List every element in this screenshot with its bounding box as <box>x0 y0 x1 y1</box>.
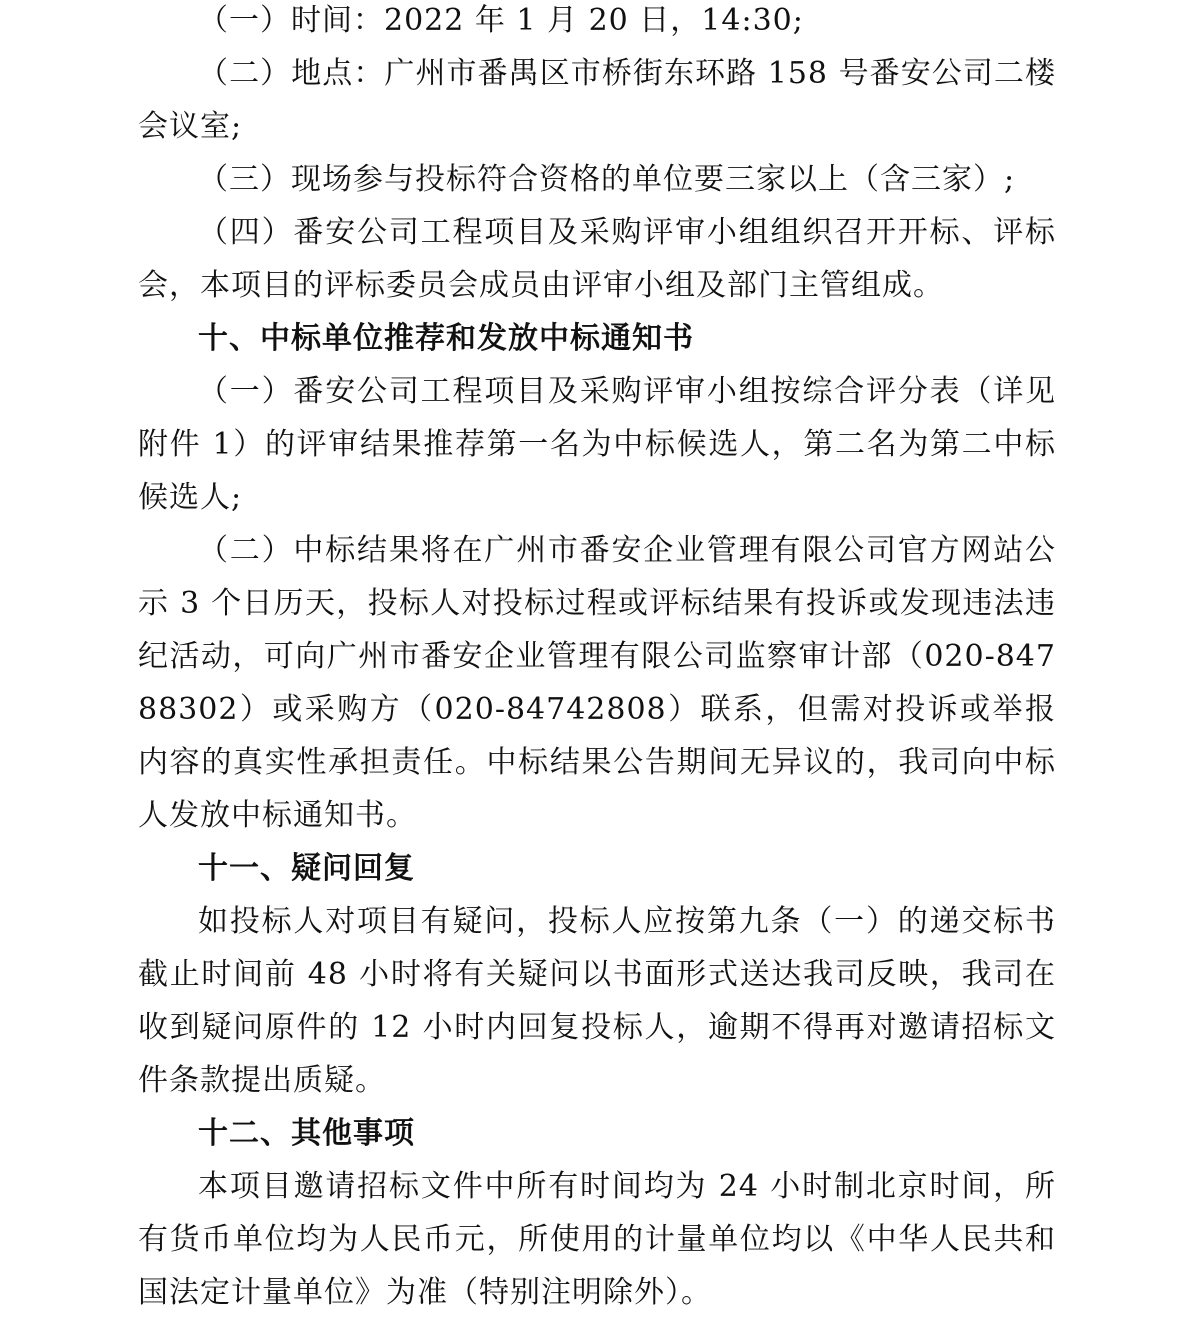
paragraph-evaluation: （四）番安公司工程项目及采购评审小组组织召开开标、评标会，本项目的评标委员会成员由评审小组及部门主管组成。 <box>138 215 1056 303</box>
paragraph-time: （一）时间：2022 年 1 月 20 日，14:30; <box>198 3 804 38</box>
paragraph-11-1: 如投标人对项目有疑问，投标人应按第九条（一）的递交标书截止时间前 48 小时将有关疑问以书面形式送达我司反映，我司在收到疑问原件的 12 小时内回复投标人，逾期不得再对邀请招标文件条款提出质疑。 <box>138 904 1056 1098</box>
paragraph-12-1: 本项目邀请招标文件中所有时间均为 24 小时制北京时间，所有货币单位均为人民币元，所使用的计量单位均以《中华人民共和国法定计量单位》为准（特别注明除外）。 <box>138 1169 1056 1310</box>
paragraph-10-2: （二）中标结果将在广州市番安企业管理有限公司官方网站公示 3 个日历天，投标人对投标过程或评标结果有投诉或发现违法违纪活动，可向广州市番安企业管理有限公司监察审计部（020-84788302）或采购方（020-84742808）联系，但需对投诉或举报内容的真实性承担责任。中标结果公告期间无异议的，我司向中标人发放中标通知书。 <box>138 533 1056 833</box>
paragraph-10-1: （一）番安公司工程项目及采购评审小组按综合评分表（详见附件 1）的评审结果推荐第一名为中标候选人，第二名为第二中标候选人; <box>138 374 1056 515</box>
document-page <box>138 0 1056 1319</box>
paragraph-qualification: （三）现场参与投标符合资格的单位要三家以上（含三家）; <box>198 162 1016 197</box>
paragraph-location: （二）地点：广州市番禺区市桥街东环路 158 号番安公司二楼会议室; <box>138 56 1056 144</box>
section-heading-12: 十二、其他事项 <box>198 1116 415 1151</box>
section-heading-11: 十一、疑问回复 <box>198 851 415 886</box>
section-heading-10: 十、中标单位推荐和发放中标通知书 <box>198 321 694 356</box>
